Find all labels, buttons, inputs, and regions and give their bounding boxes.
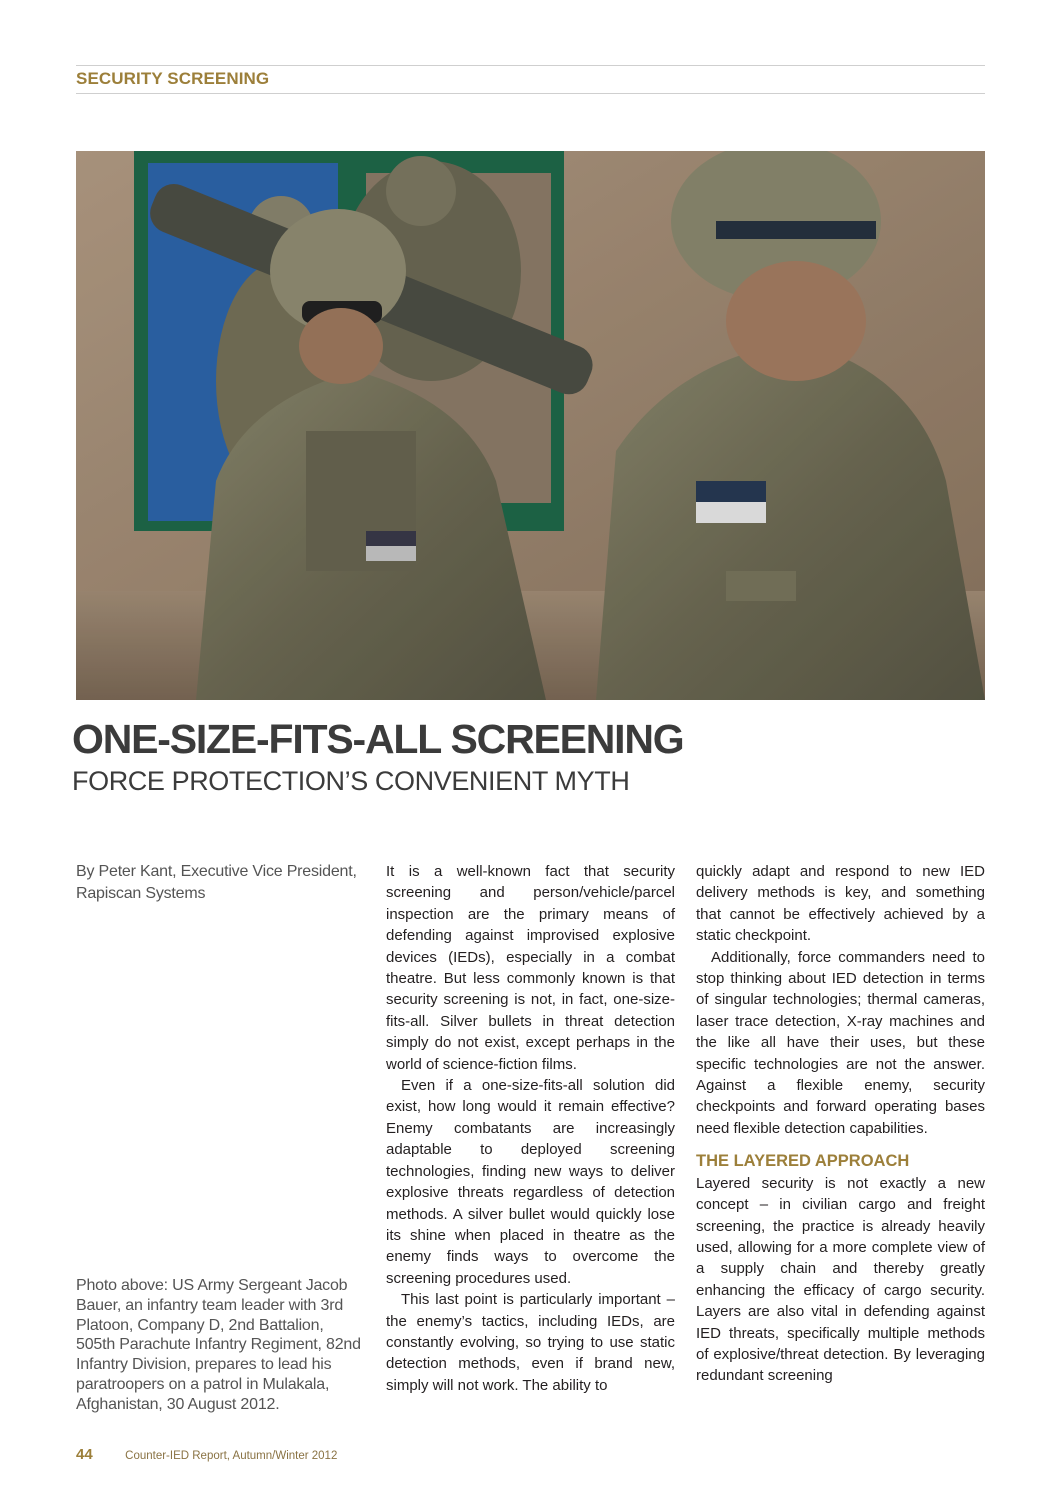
byline: By Peter Kant, Executive Vice President, Rapiscan Systems [76,863,357,902]
photo-caption: Photo above: US Army Sergeant Jacob Bauer, an infantry team leader with 3rd Platoon, Company D, 2nd Battalion, 505th Parachute Infantry Regiment, 82nd Infantry Division, prepares to lead his paratroopers on a patrol in Mulakala, Afghanistan, 30 August 2012. [76,1277,361,1413]
body-paragraph: quickly adapt and respond to new IED delivery methods is key, and something that cannot be effectively achieved by a static checkpoint. [696,863,985,945]
body-paragraph: Layered security is not exactly a new concept – in civilian cargo and freight screening, the practice is already heavily used, allowing for a more complete view of a supply chain and thereby greatly enhancing the efficacy of cargo security. Layers are also vital in defending against IED threats, specifically multiple methods of explosive/threat detection. By leveraging redundant screening [696,1174,985,1385]
body-column-3 [696,861,985,1387]
page-footer [76,1446,676,1466]
body-paragraph: Even if a one-size-fits-all solution did exist, how long would it remain effective? Enemy combatants are increasingly adaptable to deployed screening technologies, finding new ways to deliver explosive threats regardless of detection methods. A silver bullet would quickly lose its shine when placed in theatre as the enemy finds ways to overcome the screening procedures used. [386,1077,675,1287]
soldiers-photo-icon [76,151,985,700]
section-label: SECURITY SCREENING [76,69,270,88]
body-paragraph: This last point is particularly important – the enemy’s tactics, including IEDs, are constantly evolving, so trying to use static detection methods, even if brand new, simply will not work. The ability to [386,1291,675,1394]
body-paragraph: Additionally, force commanders need to stop thinking about IED detection in terms of singular technologies; thermal cameras, laser trace detection, X-ray machines and the like all have their uses, but these specific technologies are not the answer. Against a flexible enemy, security checkpoints and forward operating bases need flexible detection capabilities. [696,948,985,1137]
page-number: 44 [76,1446,93,1463]
article-title: ONE-SIZE-FITS-ALL SCREENING [72,716,684,762]
section-header [76,65,985,94]
body-paragraph: It is a well-known fact that security screening and person/vehicle/parcel inspection are the primary means of defending against improvised explosive devices (IEDs), especially in a combat theatre. But less commonly known is that security screening is not, in fact, one-size-fits-all. Silver bullets in threat detection simply do not exist, except perhaps in the world of science-fiction films. [386,863,675,1073]
article-photo [76,151,985,700]
body-column-2 [386,861,675,1396]
publication-name: Counter-IED Report, Autumn/Winter 2012 [125,1450,338,1462]
section-subheading: THE LAYERED APPROACH [696,1152,910,1171]
article-subtitle: FORCE PROTECTION’S CONVENIENT MYTH [72,766,630,796]
